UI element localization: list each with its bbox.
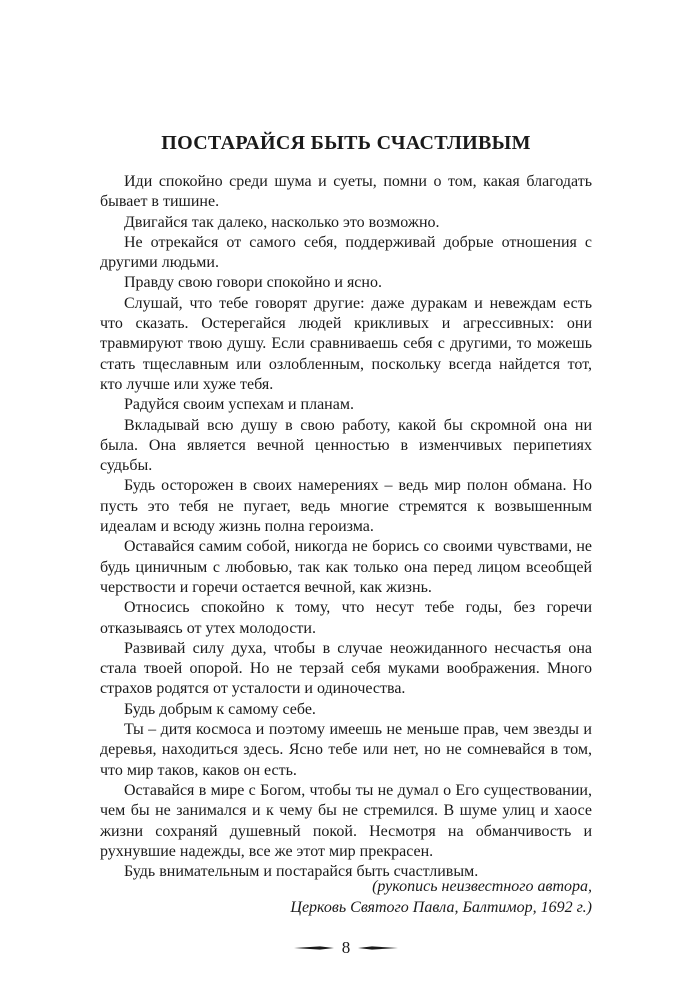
right-ornament-icon	[358, 943, 398, 953]
paragraph: Будь внимательным и постарайся быть счастливым.	[124, 863, 479, 881]
paragraph: Радуйся своим успехам и планам.	[124, 396, 354, 414]
paragraph: Ты – дитя космоса и поэтому имеешь не меньше прав, чем звезды и деревья, находиться здесь. Ясно тебе или нет, но не сомневайся в том, что мир таков, каков он есть.	[100, 721, 592, 779]
page-title: ПОСТАРАЙСЯ БЫТЬ СЧАСТЛИВЫМ	[161, 132, 531, 154]
paragraph: Будь добрым к самому себе.	[124, 700, 316, 718]
page-number: 8	[341, 938, 351, 957]
paragraph: Вкладывай всю душу в свою работу, какой бы скромной она ни была. Она является вечной ценностью в изменчивых перипетиях судьбы.	[100, 416, 592, 475]
paragraph: Правду свою говори спокойно и ясно.	[124, 274, 382, 292]
paragraph: Относись спокойно к тому, что несут тебе годы, без горечи отказываясь от утех молодости.	[100, 599, 592, 637]
page-footer	[100, 938, 592, 958]
paragraph: Будь осторожен в своих намерениях – ведь мир полон обмана. Но пусть это тебя не пугает, ведь многие стремятся к возвышенным идеалам и всюду жизнь полна героизма.	[100, 477, 592, 536]
paragraph: Слушай, что тебе говорят другие: даже дуракам и невеждам есть что сказать. Остерегайся людей крикливых и агрессивных: они травмируют твою душу. Если сравниваешь себя с другими, то можешь стать тщеславным или озлобленным, поскольку всегда найдется тот, кто лучше или хуже тебя.	[100, 294, 592, 393]
paragraph: Развивай силу духа, чтобы в случае неожиданного несчастья она стала твоей опорой. Но не терзай себя муками воображения. Много страхов родятся от усталости и одиночества.	[100, 639, 592, 698]
left-ornament-icon	[294, 943, 334, 953]
paragraph: Оставайся самим собой, никогда не борись со своими чувствами, не будь циничным с любовью, так как только она перед лицом всеобщей черствости и горечи остается вечной, как жизнь.	[100, 538, 592, 596]
paragraph: Не отрекайся от самого себя, поддерживай добрые отношения с другими людьми.	[100, 233, 592, 272]
paragraph: Оставайся в мире с Богом, чтобы ты не думал о Его существовании, чем бы не занимался и к чему бы не стремился. В шуме улиц и хаосе жизни сохраняй душевный покой. Несмотря на обманчивость и рухнувшие надежды, все же этот мир прекрасен.	[100, 781, 592, 860]
attribution-line: (рукопись неизвестного автора,	[372, 878, 592, 895]
body-text	[100, 172, 592, 882]
attribution	[290, 876, 592, 918]
paragraph: Двигайся так далеко, насколько это возможно.	[124, 213, 440, 231]
attribution-line: Церковь Святого Павла, Балтимор, 1692 г.)	[290, 899, 592, 916]
paragraph: Иди спокойно среди шума и суеты, помни о том, какая благодать бывает в тишине.	[100, 173, 592, 211]
